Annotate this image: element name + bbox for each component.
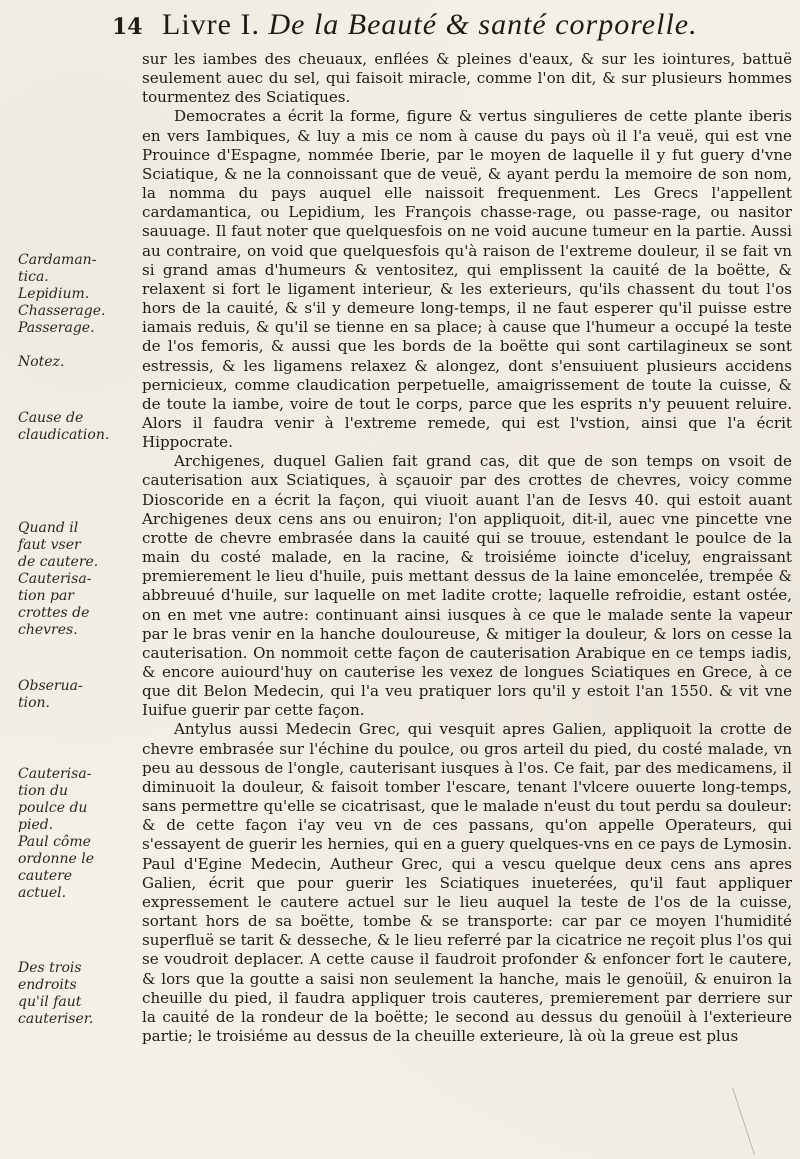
- margin-note-cause: Cause de claudication.: [18, 410, 110, 443]
- running-title: [162, 8, 698, 42]
- margin-note-quand-cautere: Quand il faut vser de cautere. Cauterisa- tion par crottes de chevres.: [18, 520, 99, 638]
- margin-note-cardamantica: Cardaman- tica. Lepidium. Chasserage. Passerage.: [18, 252, 106, 336]
- running-head: [112, 8, 792, 44]
- main-text: [142, 50, 792, 1150]
- margin-note-trois-endroits: Des trois endroits qu'il faut cauteriser.: [18, 960, 94, 1027]
- margin-notes: [0, 0, 130, 1159]
- page-number: 14: [112, 14, 143, 40]
- margin-note-cauterisation-poulce: Cauterisa- tion du poulce du pied. Paul côme ordonne le cautere actuel.: [18, 766, 95, 901]
- margin-note-observation: Obserua- tion.: [18, 678, 83, 711]
- running-title-subject: De la Beauté & santé corporelle.: [268, 8, 698, 41]
- running-title-book: Livre I.: [162, 8, 260, 41]
- paragraph: Antylus aussi Medecin Grec, qui vesquit apres Galien, appliquoit la crotte de chevre embrasée sur l'échine du poulce, ou gros arteil du pied, du costé malade, vn peu au dessous de l'ongle, cauterisant iusques à l'os. Ce fait, par des medicamens, il diminuoit la douleur, & faisoit tomber l'escare, tenant l'vlcere ouuerte long-temps, sans permettre qu'elle se cicatrisast, que le malade n'eust du tout perdu sa douleur: & de cette façon i'ay veu vn de ces passans, qu'on appelle Operateurs, qui s'essayent de guerir les hernies, qui en a guery quelques-vns en ce pays de Lymosin. Paul d'Egine Medecin, Autheur Grec, qui a vescu quelque deux cens ans apres Galien, écrit que pour guerir les Sciatiques inueterées, qu'il faut appliquer expressement le cautere actuel sur le lieu auquel la teste de l'os de la cuisse, sortant hors de sa boëtte, tombe & se transporte: car par ce moyen l'humidité superfluë se tarit & desseche, & le lieu referré par la cicatrice ne reçoit plus l'os qui se voudroit deplacer. A cette cause il faudroit profonder & enfoncer fort le cautere, & lors que la goutte a saisi non seulement la hanche, mais le genoüil, & enuiron la cheuille du pied, il faudra appliquer trois cauteres, premierement par derriere sur la cauité de la rondeur de la boëtte; le second au dessus du genoüil à l'exterieure partie; le troisiéme au dessus de la cheuille exterieure, là où la greue est plus: [142, 720, 792, 1045]
- paragraph: Archigenes, duquel Galien fait grand cas, dit que de son temps on vsoit de cauterisation aux Sciatiques, à sçauoir par des crottes de chevres, voicy comme Dioscoride en a écrit la façon, qui viuoit auant l'an de Iesvs 40. qui estoit auant Archigenes deux cens ans ou enuiron; l'on appliquoit, dit-il, auec vne pincette vne crotte de chevre embrasée dans la cauité qui se trouue, estendant le poulce de la main du costé malade, en la racine, & troisiéme ioincte d'iceluy, engraissant premierement le lieu d'huile, puis mettant dessus de la laine emoncelée, trempée & abbreuué d'huile, sur laquelle on met ladite crotte; laquelle refroidie, estant ostée, on en met vne autre: continuant ainsi iusques à ce que le malade sente la vapeur par le bras venir en la hanche douloureuse, & mitiger la douleur, & lors on cesse la cauterisation. On nommoit cette façon de cauterisation Arabique en ce temps iadis, & encore auiourd'huy on cauterise les vexez de longues Sciatiques en Grece, à ce que dit Belon Medecin, qui l'a veu pratiquer lors qu'il y estoit l'an 1550. & vit vne Iuifue guerir par cette façon.: [142, 452, 792, 720]
- paragraph: sur les iambes des cheuaux, enflées & pleines d'eaux, & sur les iointures, battuë seulement auec du sel, qui faisoit miracle, comme l'on dit, & sur plusieurs hommes tourmentez des Sciatiques.: [142, 50, 792, 107]
- paragraph: Democrates a écrit la forme, figure & vertus singulieres de cette plante iberis en vers Iambiques, & luy a mis ce nom à cause du pays où il l'a veuë, qui est vne Prouince d'Espagne, nommée Iberie, par le moyen de laquelle il y fut guery d'vne Sciatique, & ne la connoissant que de veuë, & ayant perdu la memoire de son nom, la nomma du pays auquel elle naissoit frequenment. Les Grecs l'appellent cardamantica, ou Lepidium, les François chasse-rage, ou passe-rage, ou nasitor sauuage. Il faut noter que quelquesfois on ne void aucune tumeur en la partie. Aussi au contraire, on void que quelquesfois qu'à raison de l'extreme douleur, il se fait vn si grand amas d'humeurs & ventositez, qui emplissent la cauité de la boëtte, & relaxent si fort le ligament interieur, & les exterieurs, qu'ils chassent du tout l'os hors de la cauité, & s'il y demeure long-temps, il ne faut esperer qu'il puisse estre iamais reduis, & qu'il se tienne en sa place; à cause que l'humeur a occupé la teste de l'os femoris, & aussi que les bords de la boëtte qui sont cartilagineux se sont estressis, & les ligamens relaxez & alongez, dont s'ensuiuent plusieurs accidens pernicieux, comme claudication perpetuelle, amaigrissement de toute la cuisse, & de toute la iambe, voire de tout le corps, parce que les esprits n'y peuuent reluire. Alors il faudra venir à l'extreme remede, qui est l'vstion, ainsi que l'a écrit Hippocrate.: [142, 107, 792, 452]
- margin-note-notez: Notez.: [18, 354, 65, 370]
